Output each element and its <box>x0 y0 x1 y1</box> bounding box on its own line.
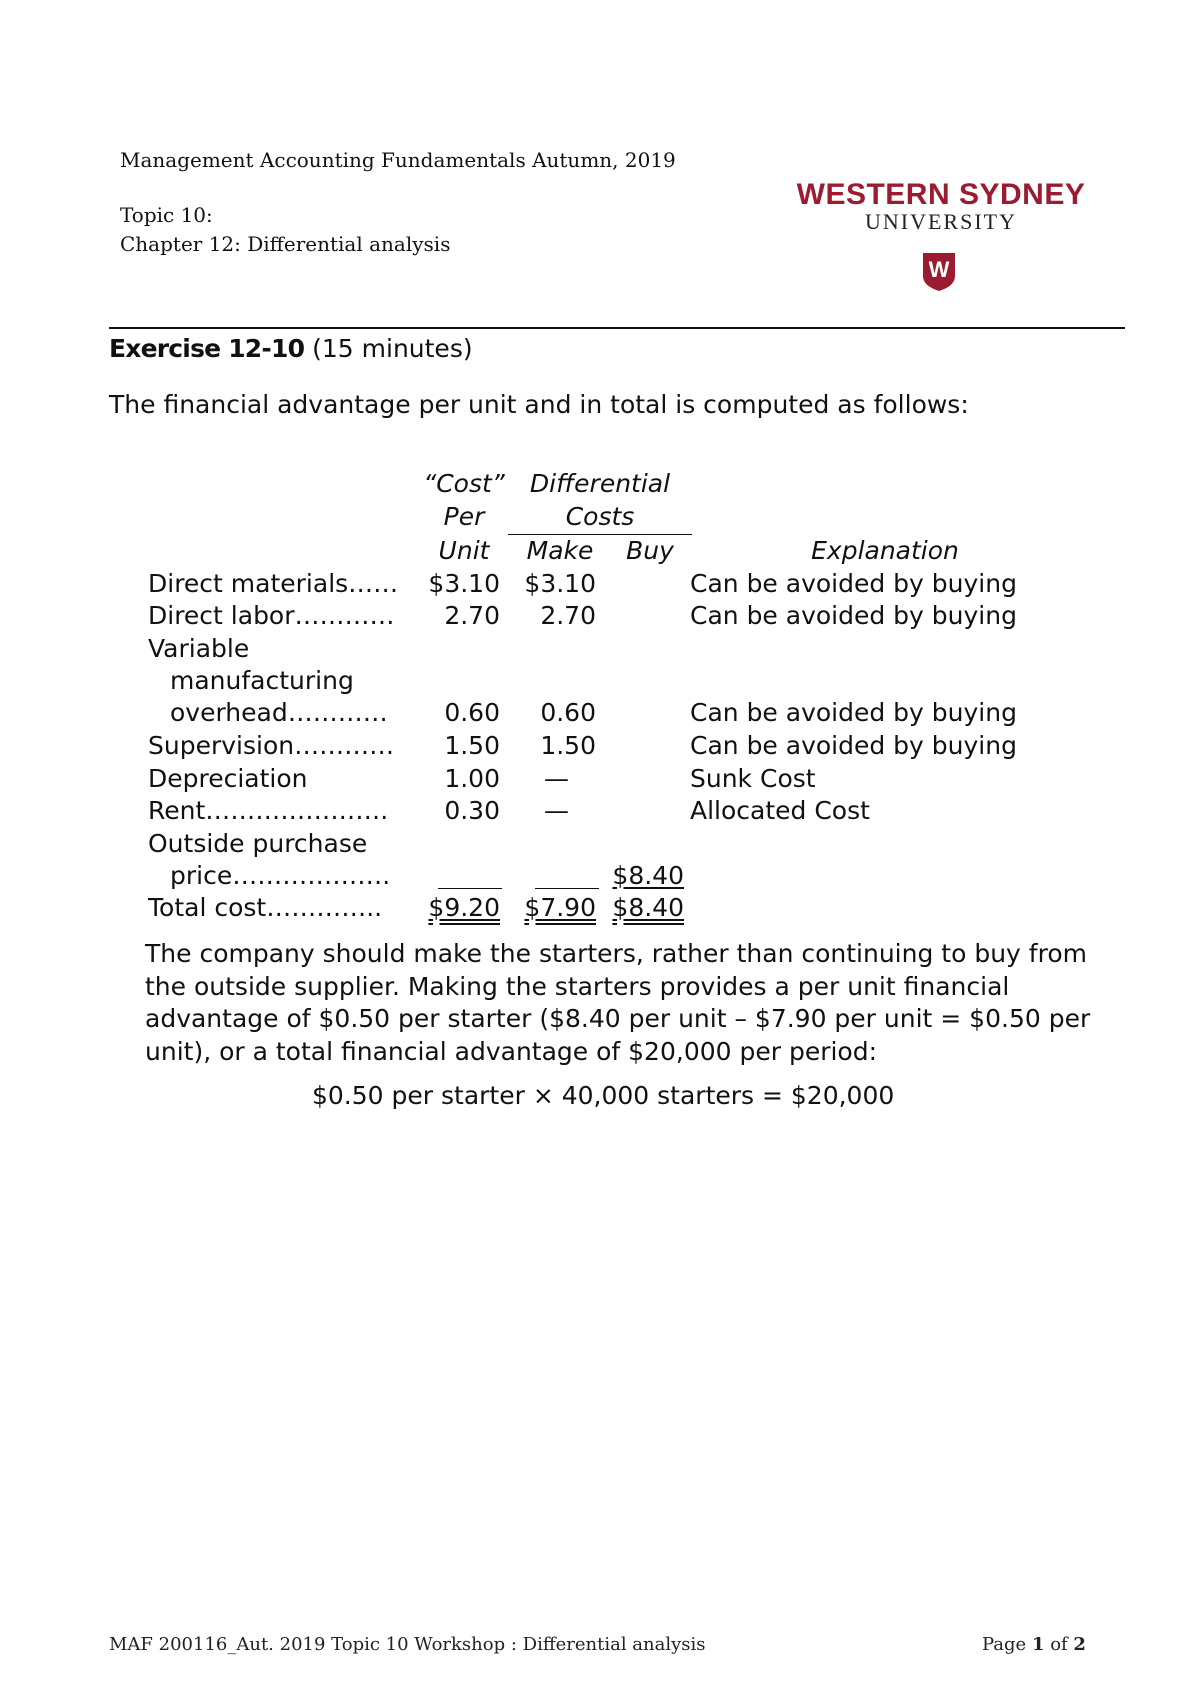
cell-explanation: Can be avoided by buying <box>690 601 1017 630</box>
page-of: of <box>1044 1634 1074 1655</box>
header-explanation: Explanation <box>811 536 959 565</box>
row-label: Direct labor………… <box>148 601 395 630</box>
row-label: overhead………… <box>170 698 388 727</box>
header-buy: Buy <box>626 536 674 565</box>
university-logo <box>796 178 1086 235</box>
university-shield-icon <box>922 252 956 292</box>
chapter-label: Chapter 12: Differential analysis <box>120 232 451 256</box>
blank-make-line <box>535 888 599 889</box>
row-label: manufacturing <box>170 666 354 695</box>
blank-cost-line <box>438 888 502 889</box>
header-divider <box>109 327 1125 329</box>
course-title: Management Accounting Fundamentals Autumn, 2019 <box>120 148 676 172</box>
cell-make: 0.60 <box>540 698 596 727</box>
cell-explanation: Can be avoided by buying <box>690 569 1017 598</box>
cell-cost: 1.50 <box>444 731 500 760</box>
header-differential: Differential <box>529 469 671 498</box>
shield-letter: W <box>928 257 950 282</box>
logo-sub: UNIVERSITY <box>865 209 1017 234</box>
header-differential-rule <box>508 534 692 535</box>
intro-text: The financial advantage per unit and in total is computed as follows: <box>109 390 969 419</box>
page-total: 2 <box>1073 1634 1086 1655</box>
cell-cost: 2.70 <box>444 601 500 630</box>
row-label: price………………. <box>170 861 391 890</box>
cell-make: $3.10 <box>524 569 596 598</box>
page-number <box>982 1634 1086 1655</box>
cell-make-total: $7.90 <box>524 893 596 922</box>
row-label: Rent…………………. <box>148 796 389 825</box>
exercise-number: Exercise 12-10 <box>109 334 305 363</box>
cell-buy-total: $8.40 <box>612 893 684 922</box>
page-current: 1 <box>1031 1634 1045 1655</box>
header-cost-3: Unit <box>438 536 490 565</box>
conclusion-paragraph: The company should make the starters, rather than continuing to buy from the outside supplier. Making the starters provides a per unit financial advantage of $0.50 per starter ($8.40 per unit – $7.90 per unit = $0.50 per unit), or a total financial advantage of $20,000 per period: <box>145 939 1091 1066</box>
page-prefix: Page <box>982 1634 1032 1655</box>
topic-label: Topic 10: <box>120 203 213 227</box>
cell-cost: 1.00 <box>444 764 500 793</box>
cell-cost-total: $9.20 <box>428 893 500 922</box>
cell-explanation: Sunk Cost <box>690 764 816 793</box>
cell-cost: 0.30 <box>444 796 500 825</box>
cell-make: 1.50 <box>540 731 596 760</box>
cell-explanation: Allocated Cost <box>690 796 870 825</box>
row-label: Outside purchase <box>148 829 368 858</box>
logo-name: WESTERN SYDNEY <box>796 178 1086 211</box>
cell-cost: $3.10 <box>428 569 500 598</box>
cell-buy: $8.40 <box>612 861 684 890</box>
cell-cost: 0.60 <box>444 698 500 727</box>
cell-explanation: Can be avoided by buying <box>690 731 1017 760</box>
exercise-title <box>109 334 473 363</box>
row-label: Direct materials…… <box>148 569 399 598</box>
row-label: Total cost………….. <box>148 893 383 922</box>
row-label: Depreciation <box>148 764 308 793</box>
cell-make: — <box>544 764 569 793</box>
header-cost-2: Per <box>443 502 485 531</box>
cell-explanation: Can be avoided by buying <box>690 698 1017 727</box>
header-costs: Costs <box>565 502 635 531</box>
header-cost-1: “Cost” <box>423 469 505 498</box>
exercise-duration: (15 minutes) <box>304 334 473 363</box>
footer-left: MAF 200116_Aut. 2019 Topic 10 Workshop : Differential analysis <box>109 1634 706 1655</box>
total-advantage-formula: $0.50 per starter × 40,000 starters = $20,000 <box>312 1081 895 1110</box>
cell-make: — <box>544 796 569 825</box>
row-label: Variable <box>148 634 250 663</box>
row-label: Supervision………… <box>148 731 395 760</box>
header-make: Make <box>526 536 594 565</box>
cell-make: 2.70 <box>540 601 596 630</box>
